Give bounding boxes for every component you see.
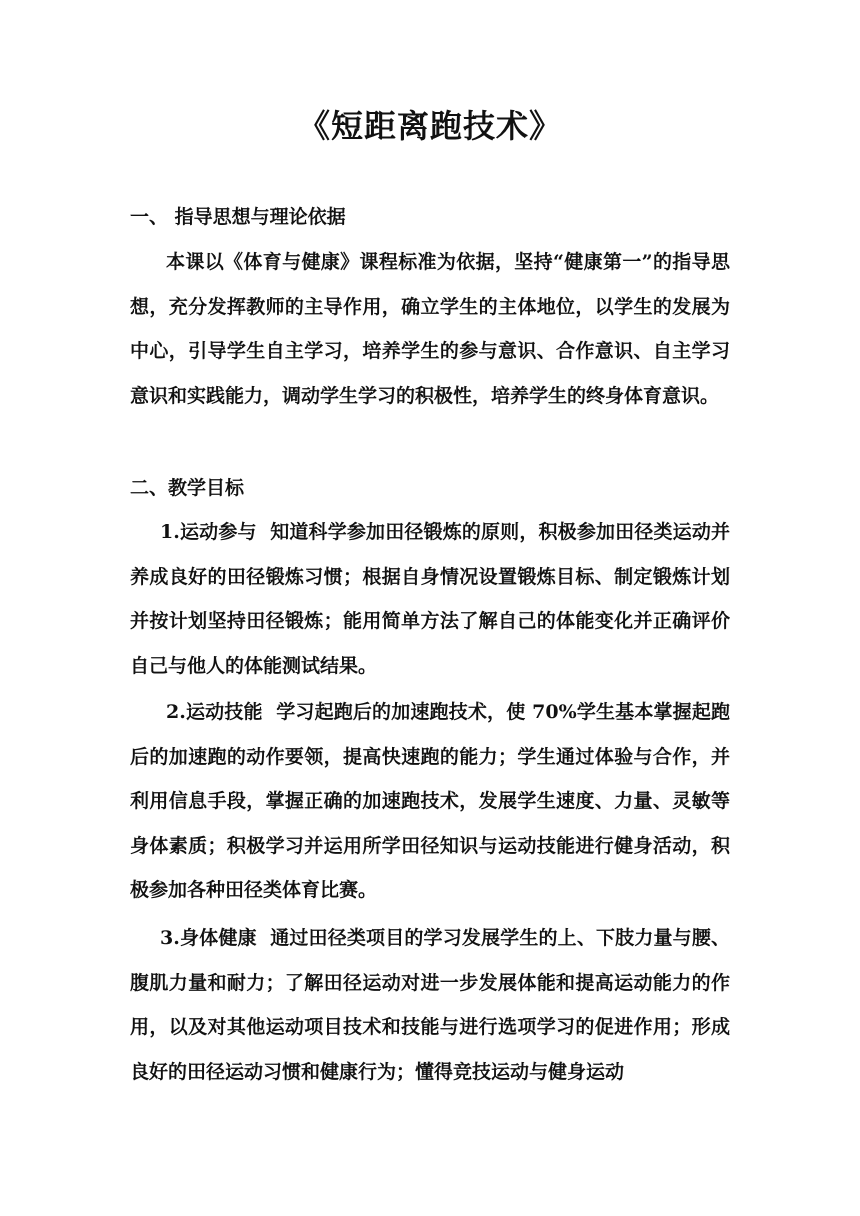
goal-paragraph-skills — [130, 690, 730, 913]
section-heading-teaching-goals: 二、教学目标 — [130, 477, 245, 499]
goal-text-health: 通过田径类项目的学习发展学生的上、下肢力量与腰、腹肌力量和耐力；了解田径运动对进一步发展体能和提高运动能力的作用，以及对其他运动项目技术和技能与进行选项学习的促进作用；形成良好的田径运动习惯和健康行为；懂得竞技运动与健身运动 — [130, 927, 730, 1083]
goal-text-skills: 学习起跑后的加速跑技术，使 70%学生基本掌握起跑后的加速跑的动作要领，提高快速跑的能力；学生通过体验与合作，并利用信息手段，掌握正确的加速跑技术，发展学生速度、力量、灵敏等身体素质；积极学习并运用所学田径知识与运动技能进行健身活动，积极参加各种田径类体育比赛。 — [130, 701, 730, 901]
goal-label-skills: 2.运动技能 — [166, 701, 263, 723]
goal-paragraph-participation — [130, 510, 730, 688]
section-heading-guiding-ideology: 一、 指导思想与理论依据 — [130, 206, 346, 228]
document-title: 《短距离跑技术》 — [297, 107, 562, 145]
section-body-guiding-ideology: 本课以《体育与健康》课程标准为依据，坚持“健康第一”的指导思想，充分发挥教师的主导作用，确立学生的主体地位，以学生的发展为中心，引导学生自主学习，培养学生的参与意识、合作意识、自主学习意识和实践能力，调动学生学习的积极性，培养学生的终身体育意识。 — [130, 251, 730, 407]
goal-paragraph-health — [130, 916, 730, 1094]
goal-label-health: 3.身体健康 — [160, 927, 257, 949]
goal-text-participation: 知道科学参加田径锻炼的原则，积极参加田径类运动并养成良好的田径锻炼习惯；根据自身情况设置锻炼目标、制定锻炼计划并按计划坚持田径锻炼；能用简单方法了解自己的体能变化并正确评价自己与他人的体能测试结果。 — [130, 521, 730, 677]
goal-label-participation: 1.运动参与 — [160, 521, 257, 543]
